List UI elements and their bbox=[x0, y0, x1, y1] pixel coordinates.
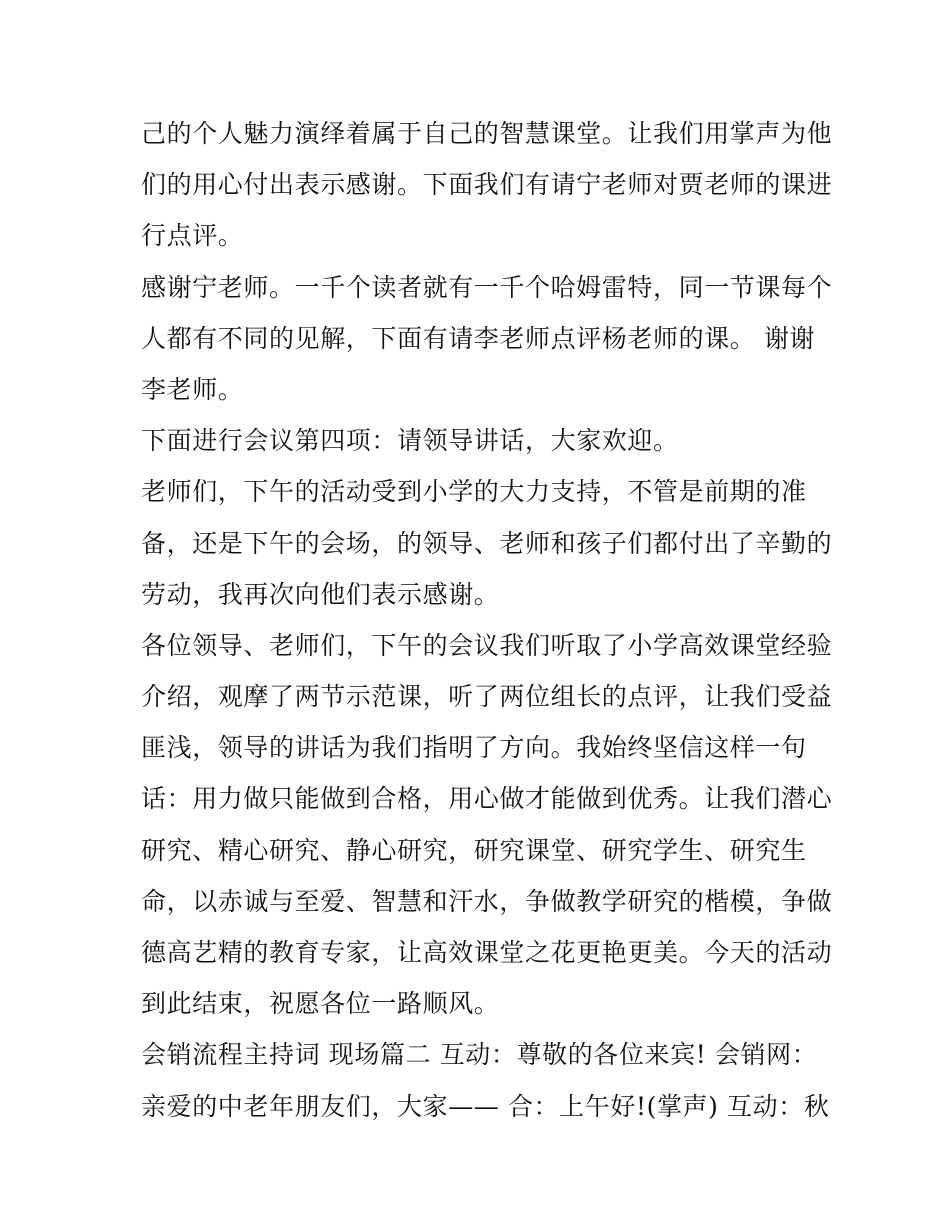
text-line: 话：用力做只能做到合格，用心做才能做到优秀。让我们潜心 bbox=[141, 784, 833, 814]
text-line: 感谢宁老师。一千个读者就有一千个哈姆雷特，同一节课每个 bbox=[141, 272, 833, 302]
text-line: 到此结束，祝愿各位一路顺风。 bbox=[141, 989, 500, 1019]
text-line: 李老师。 bbox=[141, 374, 244, 404]
text-line: 们的用心付出表示感谢。下面我们有请宁老师对贾老师的课进 bbox=[141, 170, 833, 200]
text-line: 行点评。 bbox=[141, 221, 244, 251]
text-line: 老师们，下午的活动受到小学的大力支持，不管是前期的准 bbox=[141, 477, 807, 507]
text-line: 会销流程主持词 现场篇二 互动：尊敬的各位来宾! 会销网： bbox=[141, 1040, 818, 1070]
text-line: 己的个人魅力演绎着属于自己的智慧课堂。让我们用掌声为他 bbox=[141, 119, 833, 148]
text-line: 命，以赤诚与至爱、智慧和汗水，争做教学研究的楷模，争做 bbox=[141, 886, 833, 916]
text-line: 研究、精心研究、静心研究，研究课堂、研究学生、研究生 bbox=[141, 835, 807, 865]
text-line: 劳动，我再次向他们表示感谢。 bbox=[141, 579, 500, 609]
document-body bbox=[141, 108, 833, 1132]
text-line: 备，还是下午的会场，的领导、老师和孩子们都付出了辛勤的 bbox=[141, 528, 833, 558]
text-line: 匪浅，领导的讲话为我们指明了方向。我始终坚信这样一句 bbox=[141, 733, 807, 763]
text-line: 介绍，观摩了两节示范课，听了两位组长的点评，让我们受益 bbox=[141, 682, 833, 712]
text-line: 人都有不同的见解，下面有请李老师点评杨老师的课。 谢谢 bbox=[141, 323, 816, 353]
text-line: 德高艺精的教育专家，让高效课堂之花更艳更美。今天的活动 bbox=[141, 938, 833, 967]
text-line: 下面进行会议第四项：请领导讲话，大家欢迎。 bbox=[141, 426, 679, 456]
text-line: 亲爱的中老年朋友们，大家—— 合：上午好!(掌声) 互动：秋 bbox=[141, 1091, 830, 1121]
text-line: 各位领导、老师们，下午的会议我们听取了小学高效课堂经验 bbox=[141, 630, 833, 660]
